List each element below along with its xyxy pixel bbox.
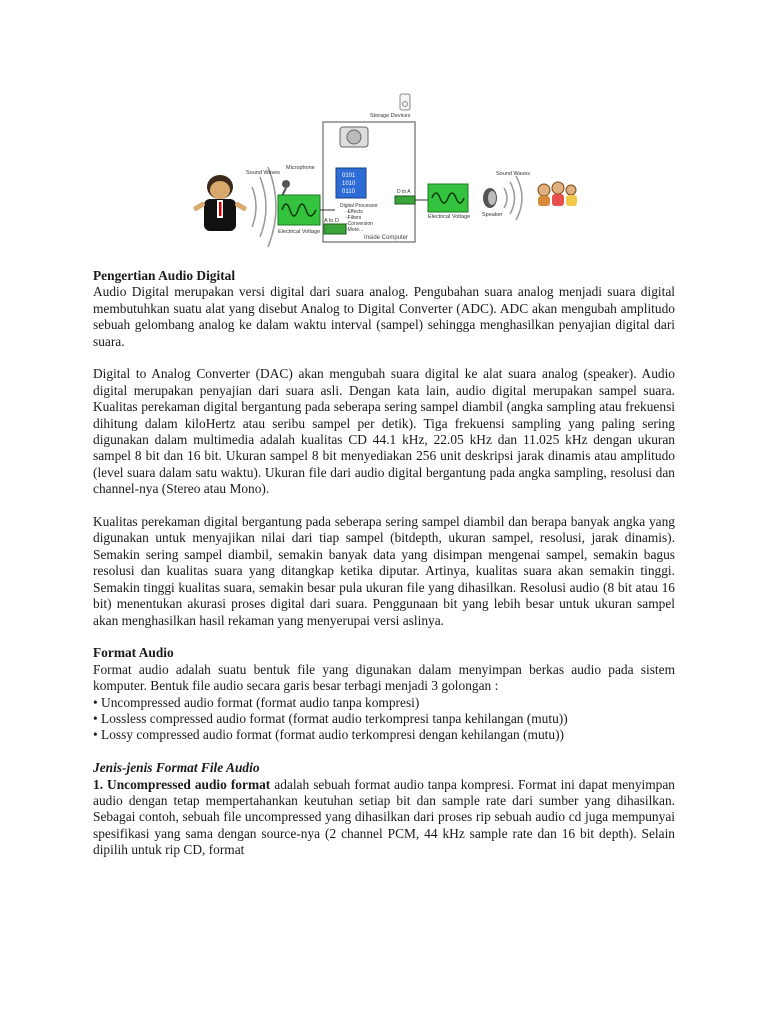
inside-computer-label: Inside Computer [364, 235, 409, 241]
jenis-paragraph-1 [93, 777, 675, 859]
document-body [93, 268, 675, 859]
binary-line-2: 1010 [342, 181, 356, 187]
speaker-person-icon [193, 175, 247, 231]
a-to-d-label: A to D [324, 218, 339, 224]
sound-waves-left-label: Sound Waves [246, 170, 281, 176]
processor-item-filters: -Filters [346, 215, 362, 221]
electrical-voltage-right-label: Electrical Voltage [428, 214, 471, 220]
electrical-voltage-left-label: Electrical Voltage [278, 229, 321, 235]
sound-waves-left-icon [252, 167, 276, 247]
binary-line-1: 0101 [342, 173, 356, 179]
pengertian-paragraph-3: Kualitas perekaman digital bergantung pada seberapa sering sampel diambil dan berapa banyak angka yang digunakan untuk menyajikan nilai dari tiap sampel (bitdepth, ukuran sampel, resolusi, jarak dinamis). Semakin sering sampel diambil, semakin banyak data yang disimpan mengenai sampel, semakin bagus resolusi dan kualitas suara yang ditangkap ketika diputar. Artinya, kualitas suara akan semakin tinggi. Semakin tinggi kualitas suara, semakin besar pula ukuran file yang dihasilkan. Resolusi audio (8 bit atau 16 bit) menentukan akurasi proses digital dari suara. Penggunaan bit yang lebih besar untuk ukuran sampel akan menghasilkan hasil rekaman yang menyerupai versi aslinya. [93, 514, 675, 628]
jenis-paragraph-1-text: adalah sebuah format audio tanpa kompresi. Format ini dapat menyimpan audio dengan tetap mempertahankan keutuhan setiap bit dan sample rate dari sumber yang dihasilkan. Sebagai contoh, sebuah file uncompressed yang dihasilkan dari proses rip sebuah audio cd juga mempunyai spesifikasi yang sama dengan source-nya (2 channel PCM, 44 kHz sample rate dan 16 bit depth). Selain dipilih untuk rip CD, format [93, 776, 675, 858]
loudspeaker-icon [483, 188, 497, 208]
mp3-player-icon [400, 94, 410, 110]
sound-waves-right-label: Sound Waves [496, 171, 531, 177]
storage-devices-label: Storage Devices [370, 113, 411, 119]
format-bullet-lossless: • Lossless compressed audio format (format audio terkompresi tanpa kehilangan (mutu)) [93, 710, 568, 726]
microphone-icon [282, 180, 290, 196]
processor-item-more: -More... [346, 227, 364, 233]
format-bullet-uncompressed: • Uncompressed audio format (format audio tanpa kompresi) [93, 694, 420, 710]
section-title-format: Format Audio [93, 645, 174, 661]
audio-digitization-diagram [190, 92, 580, 248]
d-to-a-chip-icon [395, 196, 415, 204]
section-title-pengertian: Pengertian Audio Digital [93, 268, 236, 283]
jenis-paragraph-1-lead: 1. Uncompressed audio format [93, 776, 271, 792]
format-paragraph-1: Format audio adalah suatu bentuk file yang digunakan dalam menyimpan berkas audio pada sistem komputer. Bentuk file audio secara garis besar terbagi menjadi 3 golongan : [93, 661, 675, 694]
d-to-a-label: D to A [397, 189, 411, 195]
analog-wave-box-left [278, 195, 320, 225]
microphone-label: Microphone [286, 165, 315, 171]
processor-item-effects: -Effects [346, 209, 363, 215]
speaker-label: Speaker [482, 212, 503, 218]
digital-processor-label: Digital Processor [340, 203, 378, 209]
hard-drive-icon [340, 127, 368, 147]
pengertian-paragraph-1: Audio Digital merupakan versi digital dari suara analog. Pengubahan suara analog menjadi suara digital membutuhkan suatu alat yang disebut Analog to Digital Converter (ADC). ADC akan mengubah amplitudo sebuah gelombang analog ke dalam waktu interval (sampel) sehingga menghasilkan penyajian digital dari suara. [93, 284, 675, 349]
format-bullet-lossy: • Lossy compressed audio format (format audio terkompresi dengan kehilangan (mutu)) [93, 727, 564, 743]
sound-waves-right-icon [504, 176, 522, 220]
a-to-d-chip-icon [324, 224, 346, 234]
binary-line-3: 0110 [342, 189, 355, 195]
section-title-jenis: Jenis-jenis Format File Audio [93, 760, 260, 776]
listeners-icon [538, 182, 577, 206]
processor-item-conversion: -Conversion [346, 221, 373, 227]
pengertian-paragraph-2: Digital to Analog Converter (DAC) akan mengubah suara digital ke alat suara analog (speaker). Audio digital merupakan penyajian dari suara asli. Dengan kata lain, audio digital merupakan sampel suara. Kualitas perekaman digital bergantung pada seberapa sering sampel diambil (angka sampling atau frekuensi dihitung dalam kiloHertz atau seribu sampel per detik). Tiga frekuensi sampling yang paling sering digunakan dalam multimedia adalah kualitas CD 44.1 kHz, 22.05 kHz dan 11.025 kHz dengan ukuran sampel 8 bit dan 16 bit. Ukuran sampel 8 bit menyediakan 256 unit deskripsi jarak dinamis atau amplitudo (level suara dalam satu waktu). Ukuran file dari audio digital bergantung pada angka sampling, resolusi dan channel-nya (Stereo atau Mono). [93, 366, 675, 497]
